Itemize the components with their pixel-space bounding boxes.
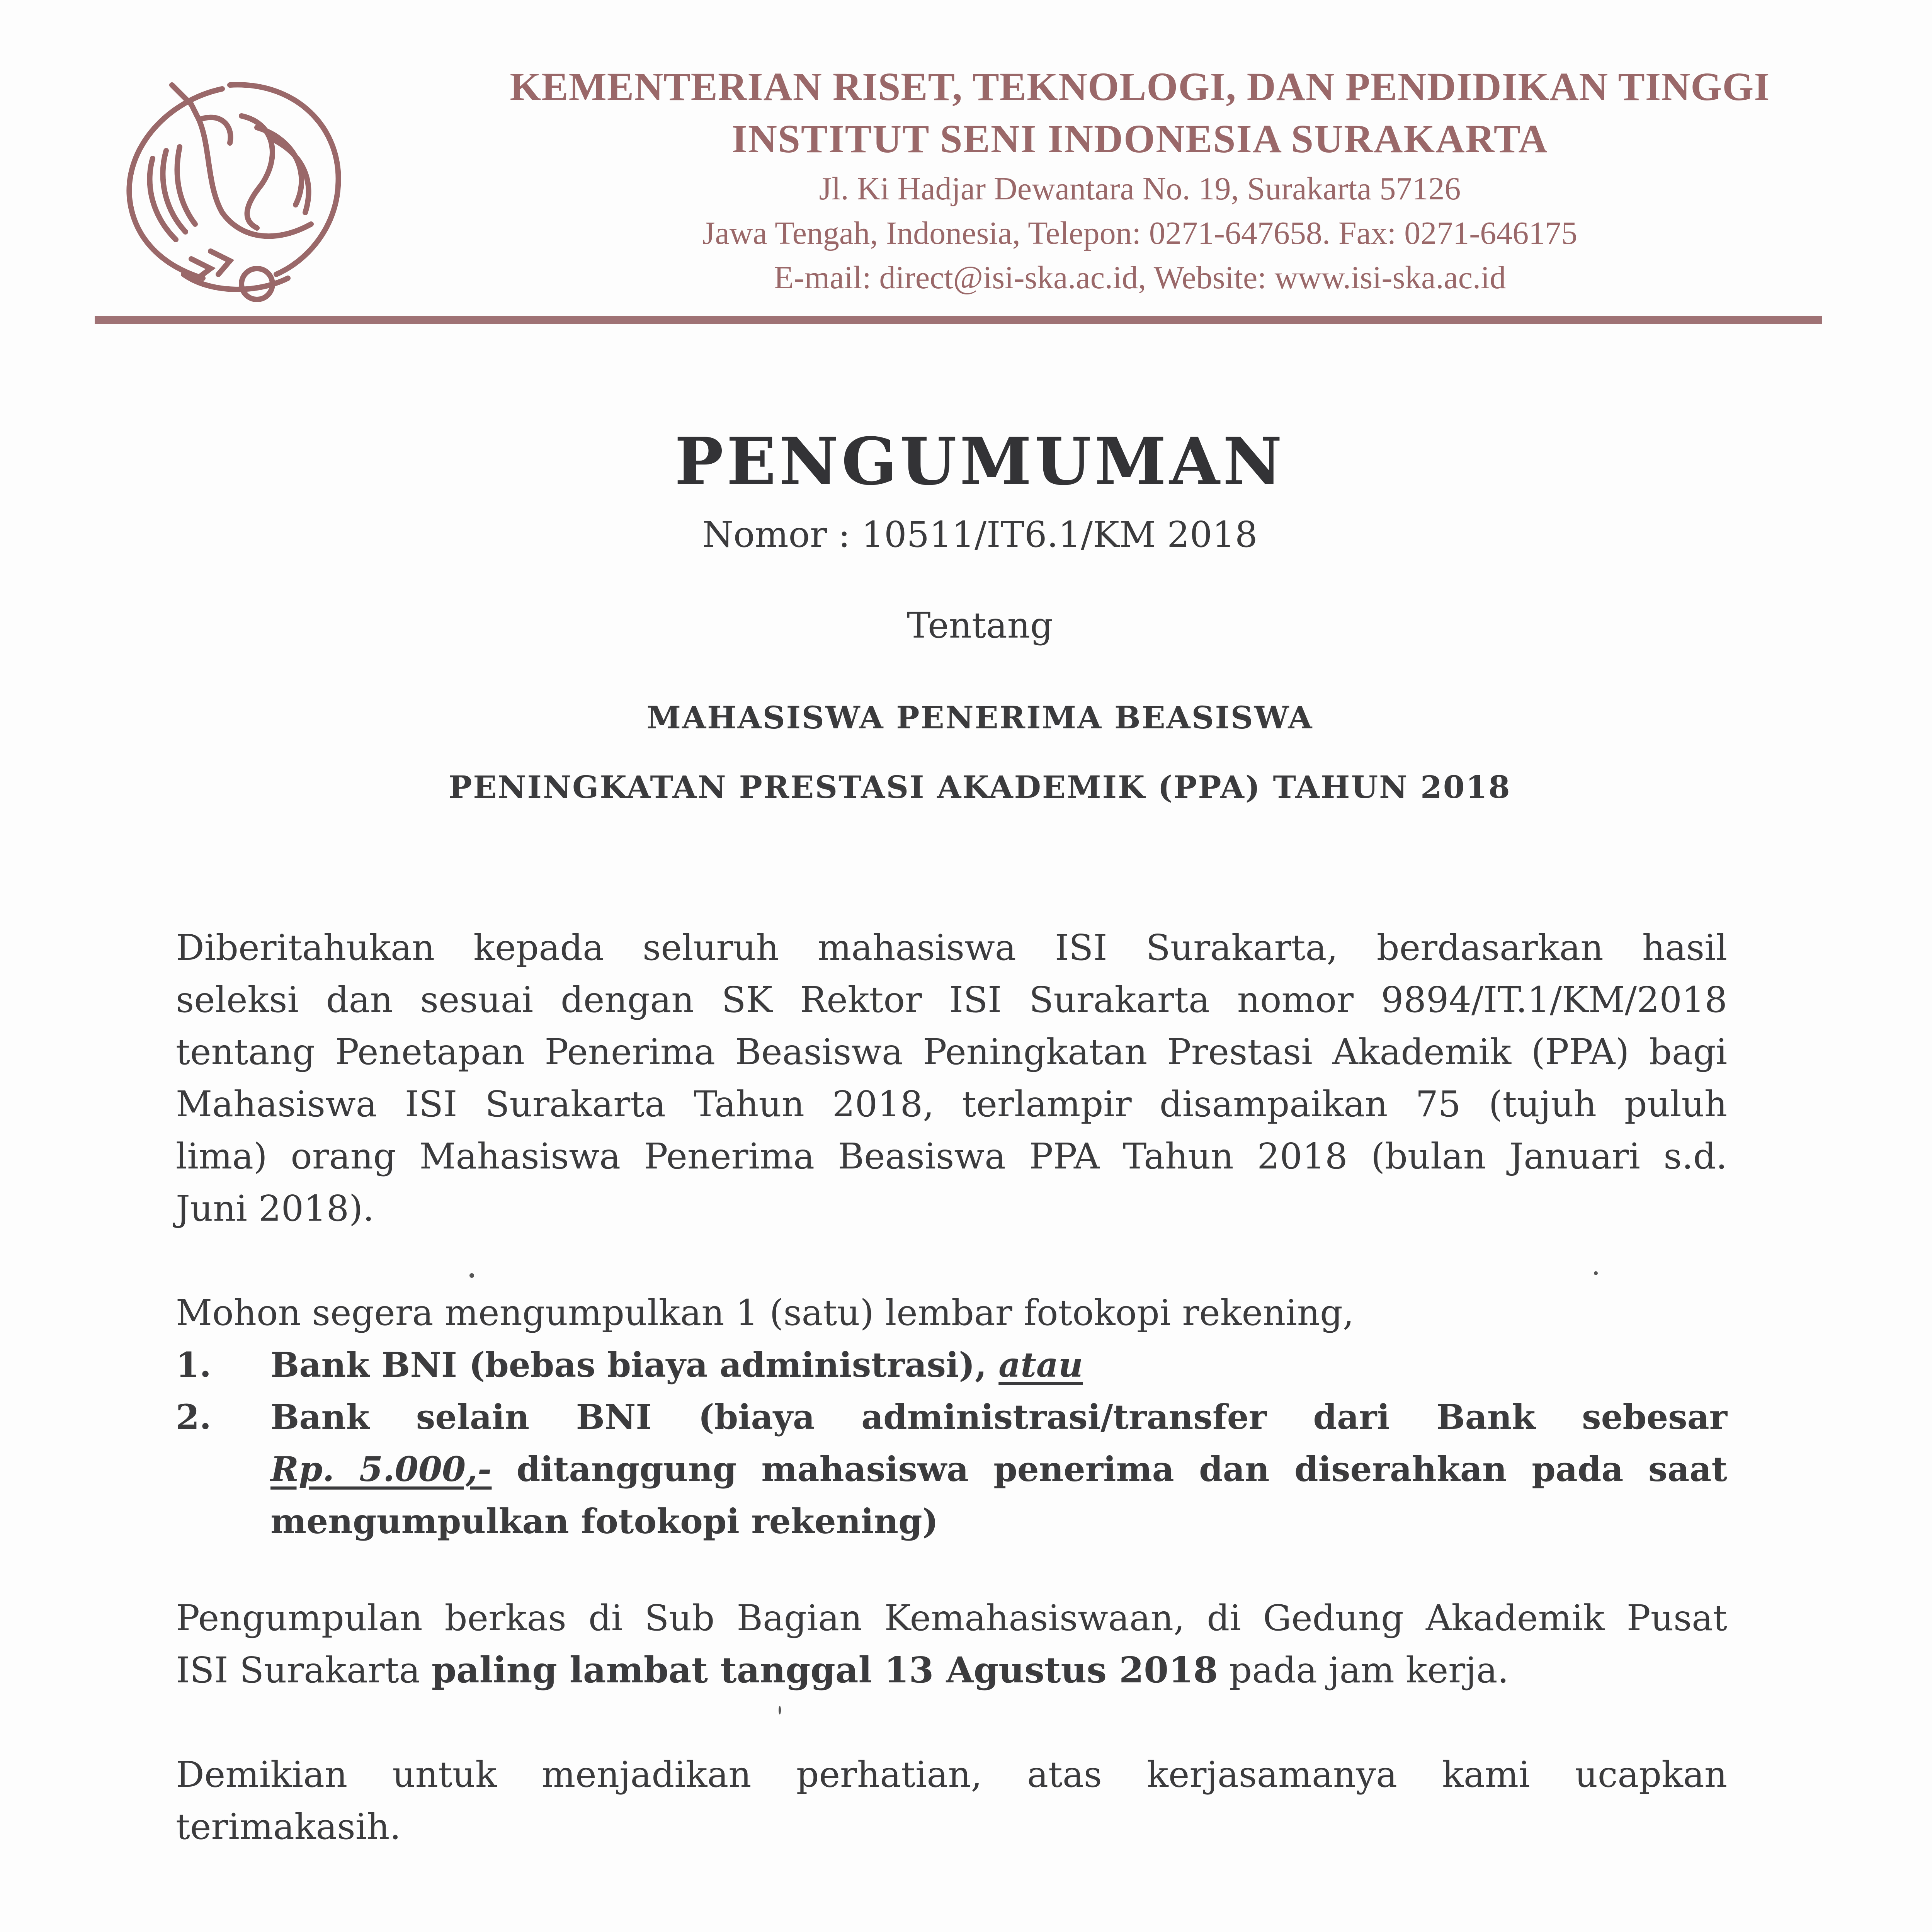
paragraph-line bbox=[176, 1644, 1727, 1696]
list-number: 2. bbox=[176, 1397, 211, 1437]
paragraph-line: terimakasih. bbox=[176, 1806, 401, 1847]
letterhead-ministry: KEMENTERIAN RISET, TEKNOLOGI, DAN PENDIDIKAN TINGGI bbox=[510, 65, 1770, 109]
list-emphasis: atau bbox=[998, 1345, 1083, 1385]
paragraph-submission bbox=[176, 1592, 1727, 1696]
paragraph-line: Diberitahukan kepada seluruh mahasiswa ISI Surakarta, berdasarkan hasil bbox=[176, 927, 1727, 968]
scan-speck bbox=[779, 1706, 781, 1714]
paragraph-announcement bbox=[176, 922, 1727, 1235]
list-text: Bank selain BNI (biaya administrasi/transfer dari Bank sebesar bbox=[270, 1397, 1727, 1437]
list-text: mengumpulkan fotokopi rekening) bbox=[270, 1501, 939, 1541]
paragraph-closing bbox=[176, 1748, 1727, 1853]
letterhead-web: E-mail: direct@isi-ska.ac.id, Website: www.isi-ska.ac.id bbox=[774, 260, 1506, 296]
text: ISI Surakarta bbox=[176, 1650, 420, 1691]
paragraph-line: Juni 2018). bbox=[176, 1188, 374, 1229]
bank-options-list bbox=[176, 1339, 1727, 1548]
letterhead-institution: INSTITUT SENI INDONESIA SURAKARTA bbox=[731, 117, 1548, 161]
paragraph-request bbox=[176, 1287, 1727, 1339]
paragraph-line: Demikian untuk menjadikan perhatian, atas kerjasamanya kami ucapkan bbox=[176, 1754, 1727, 1795]
document-number: Nomor : 10511/IT6.1/KM 2018 bbox=[702, 514, 1258, 555]
paragraph-line: Pengumpulan berkas di Sub Bagian Kemahasiswaan, di Gedung Akademik Pusat bbox=[176, 1597, 1727, 1639]
scan-speck bbox=[1594, 1271, 1598, 1275]
document-title: PENGUMUMAN bbox=[674, 423, 1286, 500]
paragraph-line: seleksi dan sesuai dengan SK Rektor ISI Surakarta nomor 9894/IT.1/KM/2018 bbox=[176, 979, 1727, 1020]
letterhead-contact: Jawa Tengah, Indonesia, Telepon: 0271-647658. Fax: 0271-646175 bbox=[702, 215, 1578, 251]
list-number: 1. bbox=[176, 1345, 211, 1385]
paragraph-line: Mohon segera mengumpulkan 1 (satu) lembar fotokopi rekening, bbox=[176, 1292, 1354, 1333]
letterhead-divider bbox=[95, 316, 1822, 324]
letterhead-address: Jl. Ki Hadjar Dewantara No. 19, Surakarta 57126 bbox=[819, 171, 1461, 207]
list-text: ditanggung mahasiswa penerima dan diserahkan pada saat bbox=[516, 1449, 1728, 1489]
deadline: paling lambat tanggal 13 Agustus 2018 bbox=[431, 1649, 1218, 1691]
list-item bbox=[176, 1339, 1727, 1391]
paragraph-line: tentang Penetapan Penerima Beasiswa Peningkatan Prestasi Akademik (PPA) bagi bbox=[176, 1031, 1727, 1073]
subject-line-2: PENINGKATAN PRESTASI AKADEMIK (PPA) TAHUN 2018 bbox=[449, 769, 1511, 805]
paragraph-line: lima) orang Mahasiswa Penerima Beasiswa PPA Tahun 2018 (bulan Januari s.d. bbox=[176, 1136, 1727, 1177]
list-item bbox=[176, 1391, 1727, 1548]
list-amount: Rp. 5.000,- bbox=[270, 1449, 492, 1489]
text: pada jam kerja. bbox=[1229, 1650, 1509, 1691]
scan-speck bbox=[469, 1273, 474, 1278]
list-text: Bank BNI (bebas biaya administrasi), bbox=[270, 1345, 987, 1385]
document-about: Tentang bbox=[907, 605, 1053, 646]
paragraph-line: Mahasiswa ISI Surakarta Tahun 2018, terlampir disampaikan 75 (tujuh puluh bbox=[176, 1083, 1727, 1125]
list-text-line bbox=[270, 1443, 1727, 1495]
institution-logo-icon bbox=[95, 58, 365, 305]
subject-line-1: MAHASISWA PENERIMA BEASISWA bbox=[646, 699, 1313, 736]
